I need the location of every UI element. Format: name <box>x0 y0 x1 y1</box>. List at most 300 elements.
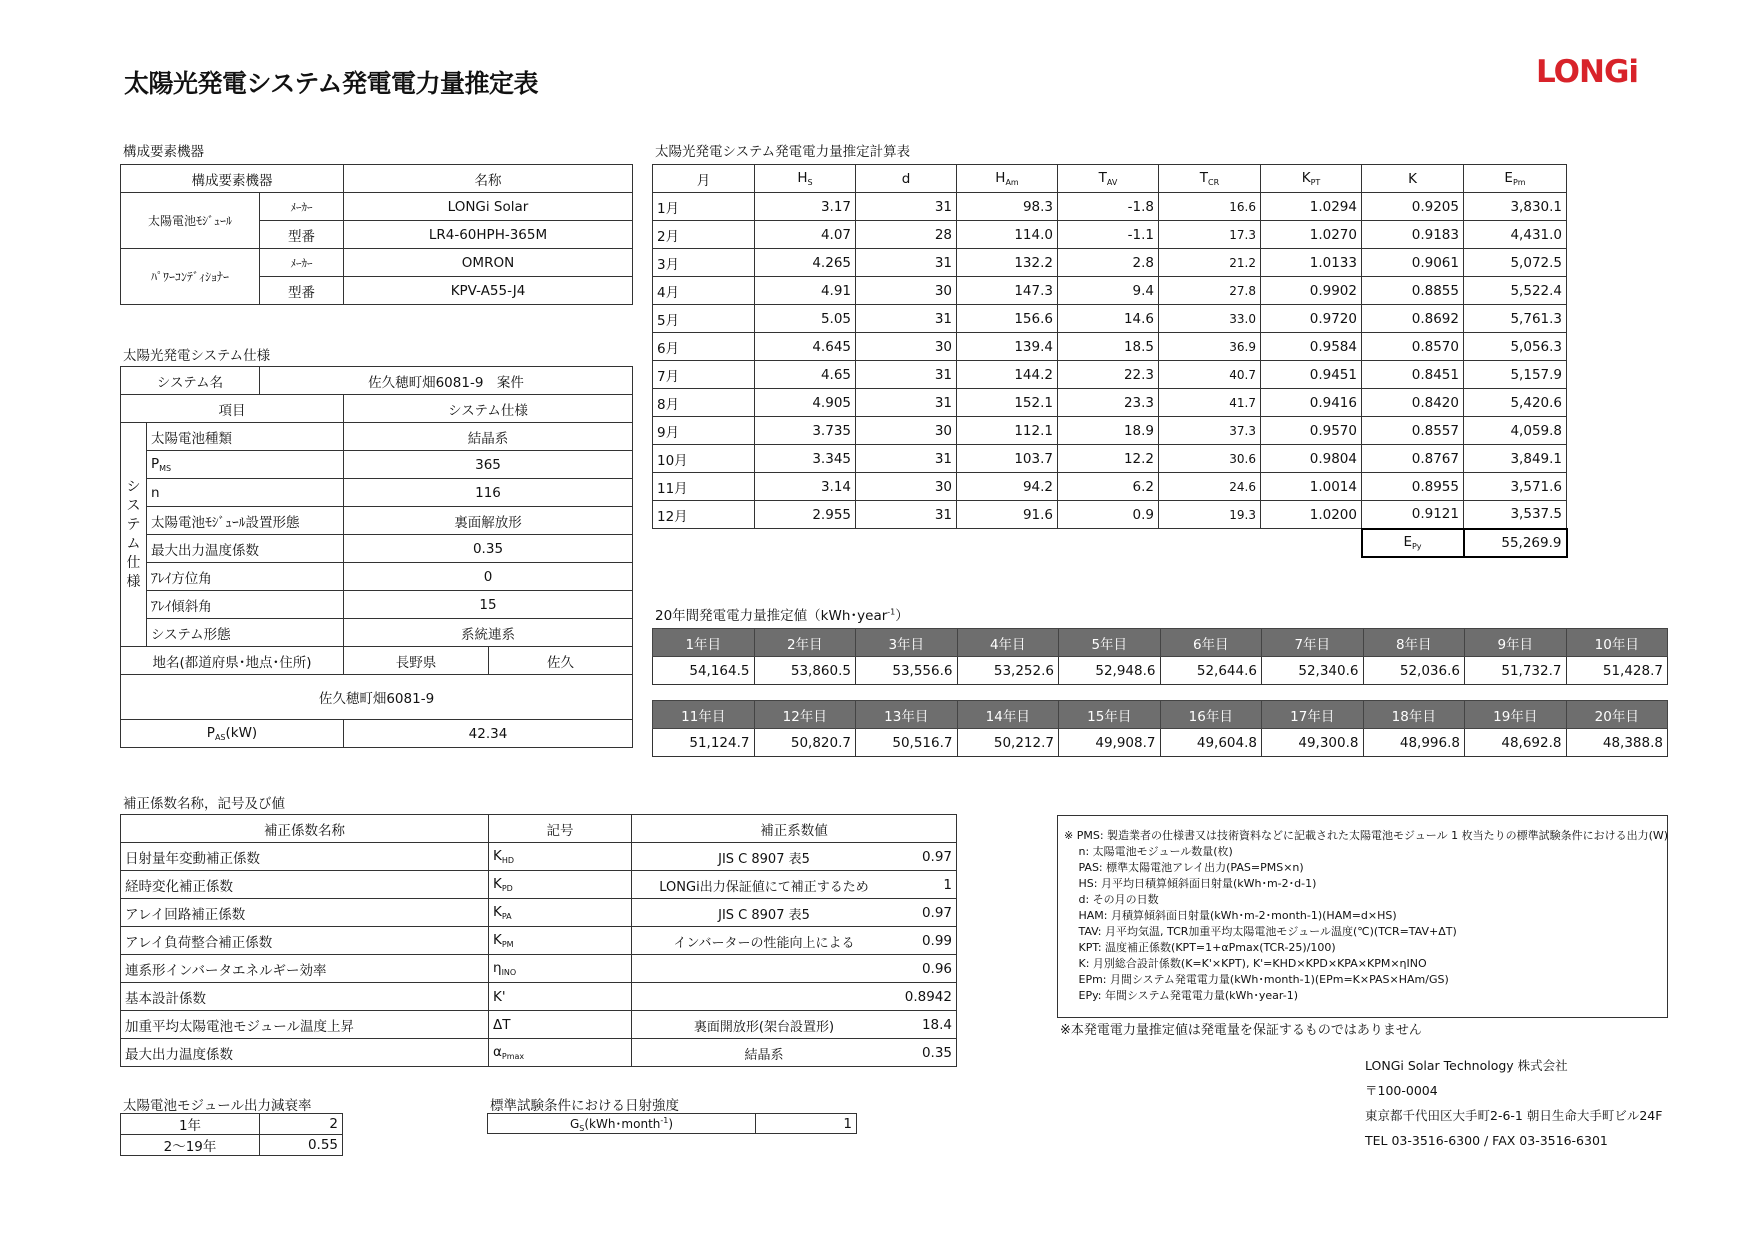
year-header: 5年目 <box>1059 629 1161 657</box>
correction-symbol: $K_{PM}$ <box>489 927 632 955</box>
company-postal: 〒100-0004 <box>1365 1083 1438 1098</box>
monthly-cell: 33.0 <box>1159 305 1261 333</box>
monthly-cell: 0.9902 <box>1261 277 1362 305</box>
monthly-cell: 1.0133 <box>1261 249 1362 277</box>
spec-caption: 太陽光発電システム仕様 <box>123 348 271 364</box>
correction-value: 0.99 <box>921 933 952 949</box>
year-header: 17年目 <box>1262 701 1364 729</box>
monthly-cell: 0.8557 <box>1362 417 1464 445</box>
monthly-cell: 27.8 <box>1159 277 1261 305</box>
monthly-cell: 5,420.6 <box>1464 389 1567 417</box>
year-header: 12年目 <box>754 701 856 729</box>
year-header: 15年目 <box>1059 701 1161 729</box>
location-address: 佐久穂町畑6081-9 <box>121 675 633 720</box>
monthly-cell: 0.9 <box>1058 501 1159 529</box>
system-name-label: システム名 <box>121 367 260 395</box>
spec-row-value: 系統連系 <box>344 619 633 647</box>
monthly-cell: 4.905 <box>755 389 856 417</box>
pcs-maker-value: OMRON <box>344 249 633 277</box>
year-header: 1年目 <box>653 629 755 657</box>
monthly-cell: 1.0014 <box>1261 473 1362 501</box>
year-value: 49,300.8 <box>1262 729 1364 757</box>
monthly-cell: 4.07 <box>755 221 856 249</box>
monthly-row <box>653 473 1567 501</box>
monthly-cell: 23.3 <box>1058 389 1159 417</box>
year-value: 51,428.7 <box>1566 657 1668 685</box>
monthly-cell: -1.8 <box>1058 193 1159 221</box>
correction-header-symbol: 記号 <box>489 815 632 843</box>
monthly-cell: 0.9804 <box>1261 445 1362 473</box>
correction-note: 結晶系 <box>744 1048 784 1063</box>
components-header-equipment: 構成要素機器 <box>121 165 344 193</box>
year-value: 50,820.7 <box>754 729 856 757</box>
correction-name: 経時変化補正係数 <box>121 871 489 899</box>
monthly-cell: 14.6 <box>1058 305 1159 333</box>
note-line: ※ PMS: 製造業者の仕様書又は技術資料などに記載された太陽電池モジュール 1 枚当たりの標準試験条件における出力(W) <box>1064 829 1669 842</box>
correction-value-cell <box>632 927 957 955</box>
twenty-year-caption: 20年間発電電力量推定値（kWh･year$^{-1}$） <box>655 607 909 624</box>
correction-value-cell <box>632 983 957 1011</box>
monthly-cell: 30 <box>856 417 957 445</box>
monthly-cell: 31 <box>856 305 957 333</box>
year-value: 49,604.8 <box>1160 729 1262 757</box>
monthly-cell: 5,761.3 <box>1464 305 1567 333</box>
monthly-header-cell: d <box>856 165 957 193</box>
correction-row <box>121 871 957 899</box>
monthly-cell: 0.8420 <box>1362 389 1464 417</box>
correction-value-cell <box>632 1011 957 1039</box>
monthly-row <box>653 501 1567 529</box>
twenty-year-table-1 <box>652 628 1668 685</box>
monthly-cell: 3,830.1 <box>1464 193 1567 221</box>
monthly-cell: 4.65 <box>755 361 856 389</box>
monthly-cell: 18.9 <box>1058 417 1159 445</box>
degradation-value: 2 <box>260 1114 343 1135</box>
monthly-cell: 37.3 <box>1159 417 1261 445</box>
month-label: 11月 <box>653 473 755 501</box>
monthly-cell: 40.7 <box>1159 361 1261 389</box>
monthly-cell: 152.1 <box>957 389 1058 417</box>
spec-row-value: 15 <box>344 591 633 619</box>
monthly-cell: 0.9416 <box>1261 389 1362 417</box>
monthly-row <box>653 277 1567 305</box>
monthly-cell: 0.9121 <box>1362 501 1464 529</box>
year-header: 20年目 <box>1566 701 1668 729</box>
notes-box <box>1057 815 1668 1018</box>
correction-value: 0.35 <box>921 1045 952 1061</box>
monthly-table <box>652 164 1568 558</box>
monthly-cell: 16.6 <box>1159 193 1261 221</box>
monthly-cell: 12.2 <box>1058 445 1159 473</box>
monthly-cell: 31 <box>856 249 957 277</box>
pcs-maker-label: ﾒｰｶｰ <box>260 249 344 277</box>
year-header: 11年目 <box>653 701 755 729</box>
correction-symbol: $\eta_{INO}$ <box>489 955 632 983</box>
year-value: 53,252.6 <box>957 657 1059 685</box>
monthly-cell: 0.9584 <box>1261 333 1362 361</box>
monthly-cell: 4.265 <box>755 249 856 277</box>
monthly-header-cell: $H_S$ <box>755 165 856 193</box>
spec-row-label: 最大出力温度係数 <box>147 535 344 563</box>
monthly-header-cell: K <box>1362 165 1464 193</box>
monthly-header-cell: 月 <box>653 165 755 193</box>
note-line: HAM: 月積算傾斜面日射量(kWh･m-2･month-1)(HAM=d×HS) <box>1064 909 1397 922</box>
monthly-cell: 0.9451 <box>1261 361 1362 389</box>
year-value: 50,516.7 <box>856 729 958 757</box>
disclaimer: ※本発電電力量推定値は発電量を保証するものではありません <box>1060 1023 1422 1038</box>
monthly-cell: 30 <box>856 333 957 361</box>
correction-value: 0.97 <box>921 849 952 865</box>
twenty-year-table-2 <box>652 700 1668 757</box>
correction-header-value: 補正系数値 <box>632 815 957 843</box>
correction-row <box>121 983 957 1011</box>
year-header: 19年目 <box>1465 701 1567 729</box>
degradation-caption: 太陽電池モジュール出力減衰率 <box>123 1098 312 1114</box>
month-label: 7月 <box>653 361 755 389</box>
correction-value: 18.4 <box>921 1017 952 1033</box>
year-value: 48,388.8 <box>1566 729 1668 757</box>
epy-spacer <box>653 529 1362 557</box>
monthly-cell: 139.4 <box>957 333 1058 361</box>
monthly-row <box>653 417 1567 445</box>
correction-header-name: 補正係数名称 <box>121 815 489 843</box>
monthly-cell: 22.3 <box>1058 361 1159 389</box>
spec-table <box>120 366 633 748</box>
correction-row <box>121 843 957 871</box>
monthly-cell: 1.0294 <box>1261 193 1362 221</box>
epy-value: 55,269.9 <box>1464 529 1567 557</box>
monthly-cell: 0.8767 <box>1362 445 1464 473</box>
monthly-cell: 30 <box>856 277 957 305</box>
year-header: 7年目 <box>1262 629 1364 657</box>
monthly-cell: 3.14 <box>755 473 856 501</box>
system-name-value: 佐久穂町畑6081-9 案件 <box>260 367 633 395</box>
spec-row-value: 裏面解放形 <box>344 507 633 535</box>
pas-value: 42.34 <box>344 720 633 748</box>
monthly-cell: 19.3 <box>1159 501 1261 529</box>
year-value: 54,164.5 <box>653 657 755 685</box>
monthly-cell: 5,157.9 <box>1464 361 1567 389</box>
correction-row <box>121 927 957 955</box>
month-label: 8月 <box>653 389 755 417</box>
monthly-cell: 4,059.8 <box>1464 417 1567 445</box>
year-header: 2年目 <box>754 629 856 657</box>
monthly-cell: 9.4 <box>1058 277 1159 305</box>
monthly-cell: 41.7 <box>1159 389 1261 417</box>
correction-value: 0.96 <box>921 961 952 977</box>
monthly-cell: 4.91 <box>755 277 856 305</box>
correction-name: 最大出力温度係数 <box>121 1039 489 1067</box>
module-maker-value: LONGi Solar <box>344 193 633 221</box>
year-header: 16年目 <box>1160 701 1262 729</box>
monthly-cell: 24.6 <box>1159 473 1261 501</box>
monthly-cell: 94.2 <box>957 473 1058 501</box>
module-model-label: 型番 <box>260 221 344 249</box>
monthly-cell: 132.2 <box>957 249 1058 277</box>
monthly-cell: 147.3 <box>957 277 1058 305</box>
month-label: 6月 <box>653 333 755 361</box>
degradation-label: 2～19年 <box>121 1135 260 1156</box>
monthly-cell: 0.8855 <box>1362 277 1464 305</box>
spec-item-header: 項目 <box>121 395 344 423</box>
module-label: 太陽電池ﾓｼﾞｭｰﾙ <box>121 193 260 249</box>
year-header: 13年目 <box>856 701 958 729</box>
monthly-cell: 31 <box>856 389 957 417</box>
correction-value-cell <box>632 843 957 871</box>
page-title: 太陽光発電システム発電電力量推定表 <box>124 69 539 98</box>
year-header: 14年目 <box>957 701 1059 729</box>
monthly-cell: 3,537.5 <box>1464 501 1567 529</box>
monthly-row <box>653 445 1567 473</box>
monthly-cell: 103.7 <box>957 445 1058 473</box>
year-value: 48,996.8 <box>1363 729 1465 757</box>
spec-row-value: 0.35 <box>344 535 633 563</box>
monthly-cell: 3,571.6 <box>1464 473 1567 501</box>
irradiance-table <box>487 1113 857 1134</box>
monthly-cell: 0.8955 <box>1362 473 1464 501</box>
correction-value-cell <box>632 871 957 899</box>
pcs-model-value: KPV-A55-J4 <box>344 277 633 305</box>
spec-row-value: 結晶系 <box>344 423 633 451</box>
monthly-header-cell: $T_{CR}$ <box>1159 165 1261 193</box>
year-value: 53,860.5 <box>754 657 856 685</box>
year-header: 3年目 <box>856 629 958 657</box>
spec-row-label: ｱﾚｲ傾斜角 <box>147 591 344 619</box>
correction-symbol: $K_{PD}$ <box>489 871 632 899</box>
month-label: 2月 <box>653 221 755 249</box>
monthly-cell: 0.9205 <box>1362 193 1464 221</box>
monthly-row <box>653 249 1567 277</box>
correction-name: 連系形インバータエネルギー効率 <box>121 955 489 983</box>
note-line: K: 月別総合設計係数(K=K'×KPT), K'=KHD×KPD×KPA×KPM×ηINO <box>1064 957 1427 970</box>
note-line: n: 太陽電池モジュール数量(枚) <box>1064 845 1233 858</box>
year-header: 9年目 <box>1465 629 1567 657</box>
correction-caption: 補正係数名称，記号及び値 <box>123 796 285 812</box>
monthly-cell: 3,849.1 <box>1464 445 1567 473</box>
year-value: 51,124.7 <box>653 729 755 757</box>
correction-symbol: $\alpha_{Pmax}$ <box>489 1039 632 1067</box>
spec-row-label: 太陽電池種類 <box>147 423 344 451</box>
monthly-cell: 4,431.0 <box>1464 221 1567 249</box>
year-value: 52,036.6 <box>1363 657 1465 685</box>
monthly-cell: 31 <box>856 193 957 221</box>
location-point: 佐久 <box>489 647 633 675</box>
module-maker-label: ﾒｰｶｰ <box>260 193 344 221</box>
note-line: HS: 月平均日積算傾斜面日射量(kWh･m-2･d-1) <box>1064 877 1317 890</box>
year-header: 18年目 <box>1363 701 1465 729</box>
monthly-row <box>653 389 1567 417</box>
spec-row-value: 0 <box>344 563 633 591</box>
correction-name: 基本設計係数 <box>121 983 489 1011</box>
month-label: 12月 <box>653 501 755 529</box>
irradiance-value: 1 <box>756 1114 857 1134</box>
pcs-model-label: 型番 <box>260 277 344 305</box>
monthly-cell: 1.0200 <box>1261 501 1362 529</box>
correction-value-cell <box>632 1039 957 1067</box>
note-line: EPy: 年間システム発電電力量(kWh･year-1) <box>1064 989 1298 1002</box>
monthly-cell: 0.9061 <box>1362 249 1464 277</box>
monthly-cell: 91.6 <box>957 501 1058 529</box>
monthly-cell: 28 <box>856 221 957 249</box>
company-name: LONGi Solar Technology 株式会社 <box>1365 1058 1568 1073</box>
correction-symbol: $K_{HD}$ <box>489 843 632 871</box>
degradation-value: 0.55 <box>260 1135 343 1156</box>
spec-row-label: 太陽電池ﾓｼﾞｭｰﾙ設置形態 <box>147 507 344 535</box>
correction-symbol: $K_{PA}$ <box>489 899 632 927</box>
spec-row-value: 365 <box>344 451 633 479</box>
correction-note: インバーターの性能向上による <box>673 936 855 951</box>
monthly-cell: 0.9720 <box>1261 305 1362 333</box>
spec-row-label: $P_{MS}$ <box>147 451 344 479</box>
monthly-cell: 1.0270 <box>1261 221 1362 249</box>
correction-note: LONGi出力保証値にて補正するため <box>659 880 869 895</box>
year-value: 52,340.6 <box>1262 657 1364 685</box>
degradation-label: 1年 <box>121 1114 260 1135</box>
monthly-cell: 3.17 <box>755 193 856 221</box>
monthly-header-cell: $E_{Pm}$ <box>1464 165 1567 193</box>
correction-value-cell <box>632 955 957 983</box>
year-header: 10年目 <box>1566 629 1668 657</box>
correction-name: 日射量年変動補正係数 <box>121 843 489 871</box>
correction-note: JIS C 8907 表5 <box>718 908 810 923</box>
epy-label: $E_{Py}$ <box>1362 529 1464 557</box>
monthly-row <box>653 221 1567 249</box>
spec-row-value: 116 <box>344 479 633 507</box>
system-spec-vertical-label: システム仕様 <box>121 423 147 647</box>
monthly-cell: 31 <box>856 501 957 529</box>
components-caption: 構成要素機器 <box>123 144 204 160</box>
monthly-cell: 3.735 <box>755 417 856 445</box>
monthly-cell: 112.1 <box>957 417 1058 445</box>
correction-name: アレイ回路補正係数 <box>121 899 489 927</box>
spec-value-header: システム仕様 <box>344 395 633 423</box>
location-prefecture: 長野県 <box>344 647 489 675</box>
longi-logo: LONGi <box>1536 54 1639 90</box>
monthly-cell: 36.9 <box>1159 333 1261 361</box>
correction-note: JIS C 8907 表5 <box>718 852 810 867</box>
year-value: 53,556.6 <box>856 657 958 685</box>
correction-value-cell <box>632 899 957 927</box>
pcs-label: ﾊﾟﾜｰｺﾝﾃﾞｨｼｮﾅｰ <box>121 249 260 305</box>
monthly-cell: 31 <box>856 445 957 473</box>
correction-row <box>121 899 957 927</box>
module-model-value: LR4-60HPH-365M <box>344 221 633 249</box>
year-value: 52,644.6 <box>1160 657 1262 685</box>
year-header: 8年目 <box>1363 629 1465 657</box>
year-value: 52,948.6 <box>1059 657 1161 685</box>
components-table <box>120 164 633 305</box>
monthly-cell: 0.8570 <box>1362 333 1464 361</box>
correction-symbol: K' <box>489 983 632 1011</box>
correction-value: 1 <box>943 877 952 893</box>
monthly-cell: 0.8692 <box>1362 305 1464 333</box>
month-label: 9月 <box>653 417 755 445</box>
monthly-cell: 0.8451 <box>1362 361 1464 389</box>
correction-value: 0.8942 <box>904 989 952 1005</box>
monthly-cell: 4.645 <box>755 333 856 361</box>
monthly-cell: 5,522.4 <box>1464 277 1567 305</box>
pas-label: $P_{AS}(kW)$ <box>121 720 344 748</box>
components-header-name: 名称 <box>344 165 633 193</box>
correction-name: アレイ負荷整合補正係数 <box>121 927 489 955</box>
note-line: EPm: 月間システム発電電力量(kWh･month-1)(EPm=K×PAS×HAm/GS) <box>1064 973 1449 986</box>
monthly-cell: 114.0 <box>957 221 1058 249</box>
note-line: d: その月の日数 <box>1064 893 1159 906</box>
monthly-cell: 21.2 <box>1159 249 1261 277</box>
note-line: PAS: 標準太陽電池アレイ出力(PAS=PMS×n) <box>1064 861 1304 874</box>
monthly-row <box>653 333 1567 361</box>
monthly-cell: 2.8 <box>1058 249 1159 277</box>
monthly-header-cell: $K_{PT}$ <box>1261 165 1362 193</box>
spec-row-label: システム形態 <box>147 619 344 647</box>
irradiance-caption: 標準試験条件における日射強度 <box>490 1098 679 1114</box>
company-info <box>1365 1053 1662 1153</box>
note-line: KPT: 温度補正係数(KPT=1+αPmax(TCR-25)/100) <box>1064 941 1336 954</box>
month-label: 5月 <box>653 305 755 333</box>
year-header: 6年目 <box>1160 629 1262 657</box>
monthly-cell: 2.955 <box>755 501 856 529</box>
year-value: 49,908.7 <box>1059 729 1161 757</box>
monthly-cell: 3.345 <box>755 445 856 473</box>
monthly-cell: 144.2 <box>957 361 1058 389</box>
monthly-cell: 98.3 <box>957 193 1058 221</box>
correction-row <box>121 955 957 983</box>
spec-row-label: ｱﾚｲ方位角 <box>147 563 344 591</box>
month-label: 3月 <box>653 249 755 277</box>
year-value: 50,212.7 <box>957 729 1059 757</box>
correction-row <box>121 1011 957 1039</box>
irradiance-label: $G_S(kWh$･month$^{-1}$) <box>488 1114 756 1134</box>
monthly-cell: 6.2 <box>1058 473 1159 501</box>
monthly-cell: 0.9183 <box>1362 221 1464 249</box>
monthly-row <box>653 305 1567 333</box>
monthly-cell: 30.6 <box>1159 445 1261 473</box>
monthly-cell: 156.6 <box>957 305 1058 333</box>
monthly-header-cell: $H_{Am}$ <box>957 165 1058 193</box>
month-label: 1月 <box>653 193 755 221</box>
monthly-cell: 5,056.3 <box>1464 333 1567 361</box>
monthly-cell: 5,072.5 <box>1464 249 1567 277</box>
correction-note: 裏面開放形(架台設置形) <box>693 1020 835 1035</box>
correction-row <box>121 1039 957 1067</box>
monthly-cell: 5.05 <box>755 305 856 333</box>
year-value: 48,692.8 <box>1465 729 1567 757</box>
monthly-cell: 17.3 <box>1159 221 1261 249</box>
correction-name: 加重平均太陽電池モジュール温度上昇 <box>121 1011 489 1039</box>
correction-symbol: ΔT <box>489 1011 632 1039</box>
correction-table <box>120 814 957 1067</box>
monthly-row <box>653 361 1567 389</box>
degradation-table <box>120 1113 343 1156</box>
monthly-caption: 太陽光発電システム発電電力量推定計算表 <box>655 144 911 160</box>
monthly-cell: 31 <box>856 361 957 389</box>
monthly-row <box>653 193 1567 221</box>
location-label: 地名(都道府県･地点･住所) <box>121 647 344 675</box>
monthly-cell: 30 <box>856 473 957 501</box>
monthly-cell: -1.1 <box>1058 221 1159 249</box>
company-contact: TEL 03-3516-6300 / FAX 03-3516-6301 <box>1365 1133 1608 1148</box>
month-label: 10月 <box>653 445 755 473</box>
year-header: 4年目 <box>957 629 1059 657</box>
note-line: TAV: 月平均気温, TCR加重平均太陽電池モジュール温度(℃)(TCR=TAV+ΔT) <box>1064 925 1457 938</box>
monthly-cell: 0.9570 <box>1261 417 1362 445</box>
month-label: 4月 <box>653 277 755 305</box>
company-address: 東京都千代田区大手町2-6-1 朝日生命大手町ビル24F <box>1365 1108 1663 1123</box>
correction-value: 0.97 <box>921 905 952 921</box>
year-value: 51,732.7 <box>1465 657 1567 685</box>
monthly-cell: 18.5 <box>1058 333 1159 361</box>
monthly-header-cell: $T_{AV}$ <box>1058 165 1159 193</box>
